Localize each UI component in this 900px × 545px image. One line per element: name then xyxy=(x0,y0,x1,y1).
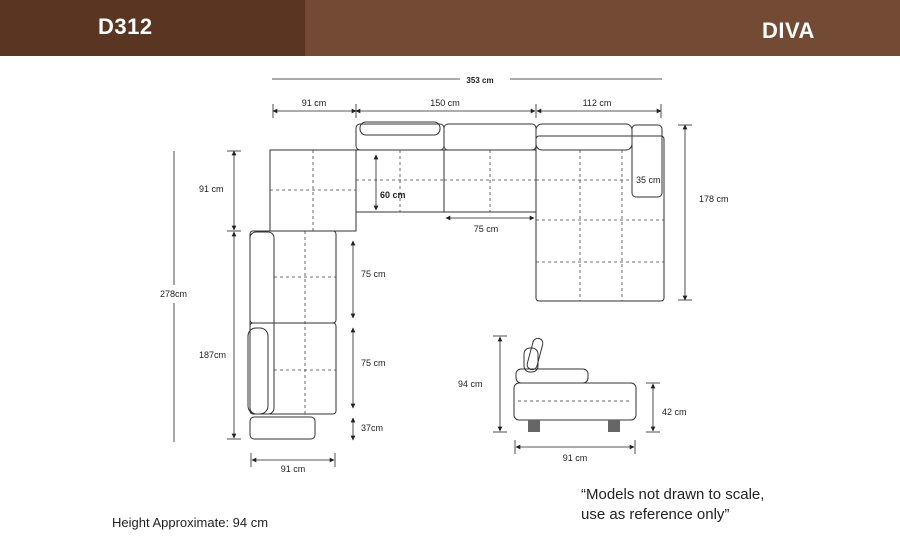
right-dimensions xyxy=(678,125,692,300)
model-name: DIVA xyxy=(762,18,815,43)
side-seat-height-label: 42 cm xyxy=(662,407,687,417)
side-leg-right xyxy=(608,420,620,432)
overall-width-label: 353 cm xyxy=(466,76,494,85)
scale-disclaimer xyxy=(581,485,764,525)
height-note: Height Approximate: 94 cm xyxy=(112,515,269,530)
cushion-lines xyxy=(270,150,664,414)
model-code: D312 xyxy=(98,14,153,39)
back-cushion-1 xyxy=(356,124,444,150)
left-module-lower xyxy=(250,323,336,414)
back-cushion-2 xyxy=(444,124,536,150)
lower-length-label: 187cm xyxy=(199,350,227,360)
seat-depth-label: 60 cm xyxy=(380,190,406,200)
side-dimensions xyxy=(493,336,660,454)
left-pillow xyxy=(248,328,268,414)
overall-length-label: 278cm xyxy=(160,289,188,299)
armrest-width-label: 35 cm xyxy=(636,175,661,185)
module-lower-label: 75 cm xyxy=(361,358,386,368)
chaise-length-label: 178 cm xyxy=(699,194,729,204)
end-armrest xyxy=(250,417,315,439)
middle-section-width-label: 150 cm xyxy=(430,98,460,108)
side-base xyxy=(514,383,636,420)
chaise-back-cushion xyxy=(536,124,632,150)
upper-length-label: 91 cm xyxy=(199,184,224,194)
scale-disclaimer-line-1: “Models not drawn to scale, xyxy=(581,486,765,503)
chaise-base xyxy=(536,136,664,301)
side-leg-left xyxy=(528,420,540,432)
side-view xyxy=(514,337,636,432)
side-depth-label: 91 cm xyxy=(562,453,588,463)
side-height-label: 94 cm xyxy=(458,379,483,389)
end-piece-label: 37cm xyxy=(361,423,384,433)
scale-disclaimer-line-2: use as reference only” xyxy=(581,506,730,523)
right-section-width-label: 112 cm xyxy=(582,98,612,108)
module-upper-label: 75 cm xyxy=(361,269,386,279)
plan-view xyxy=(248,122,664,439)
bottom-width-label: 91 cm xyxy=(280,464,306,474)
seat-width-label: 75 cm xyxy=(473,224,499,234)
side-back-cushion xyxy=(526,337,544,370)
left-section-width-label: 91 cm xyxy=(301,98,327,108)
